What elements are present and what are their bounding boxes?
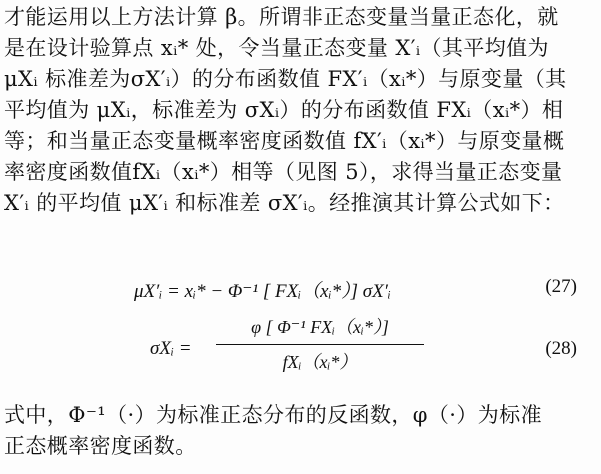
text-line: μXᵢ 标准差为σX′ᵢ）的分布函数值 FX′ᵢ（xᵢ*）与原变量（其 — [4, 67, 567, 91]
formula-28-lhs: σXᵢ = — [150, 338, 192, 359]
fraction-numerator: φ [ Φ⁻¹ FXᵢ（xᵢ*）] — [251, 317, 389, 337]
text-line: X′ᵢ 的平均值 μX′ᵢ 和标准差 σX′ᵢ。经推演其计算公式如下： — [4, 191, 565, 215]
text-line: 率密度函数值fXᵢ（xᵢ*）相等（见图 5），求得当量正态变量 — [4, 160, 563, 184]
formula-28-fraction — [216, 314, 424, 375]
text-line: 正态概率密度函数。 — [4, 434, 197, 458]
main-paragraph — [4, 2, 592, 219]
formula-27: μX′ᵢ = xᵢ* − Φ⁻¹ [ FXᵢ（xᵢ*）] σX′ᵢ — [134, 281, 391, 302]
fraction-bar — [216, 344, 424, 345]
text-line: 平均值为 μXᵢ，标准差为 σXᵢ）的分布函数值 FXᵢ（xᵢ*）相 — [4, 98, 564, 122]
after-paragraph — [4, 400, 592, 462]
fraction-denominator: fXᵢ（xᵢ*） — [282, 352, 358, 372]
equation-number-27: (27) — [545, 276, 577, 297]
text-line: 才能运用以上方法计算 β。所谓非正态变量当量正态化，就 — [4, 5, 559, 29]
equation-number-28: (28) — [545, 338, 577, 359]
text-line: 是在设计验算点 xᵢ* 处，令当量正态变量 X′ᵢ（其平均值为 — [4, 36, 549, 60]
text-line: 等；和当量正态变量概率密度函数值 fX′ᵢ（xᵢ*）与原变量概 — [4, 129, 565, 153]
text-line: 式中，Φ⁻¹（·）为标准正态分布的反函数，φ（·）为标准 — [4, 403, 542, 427]
